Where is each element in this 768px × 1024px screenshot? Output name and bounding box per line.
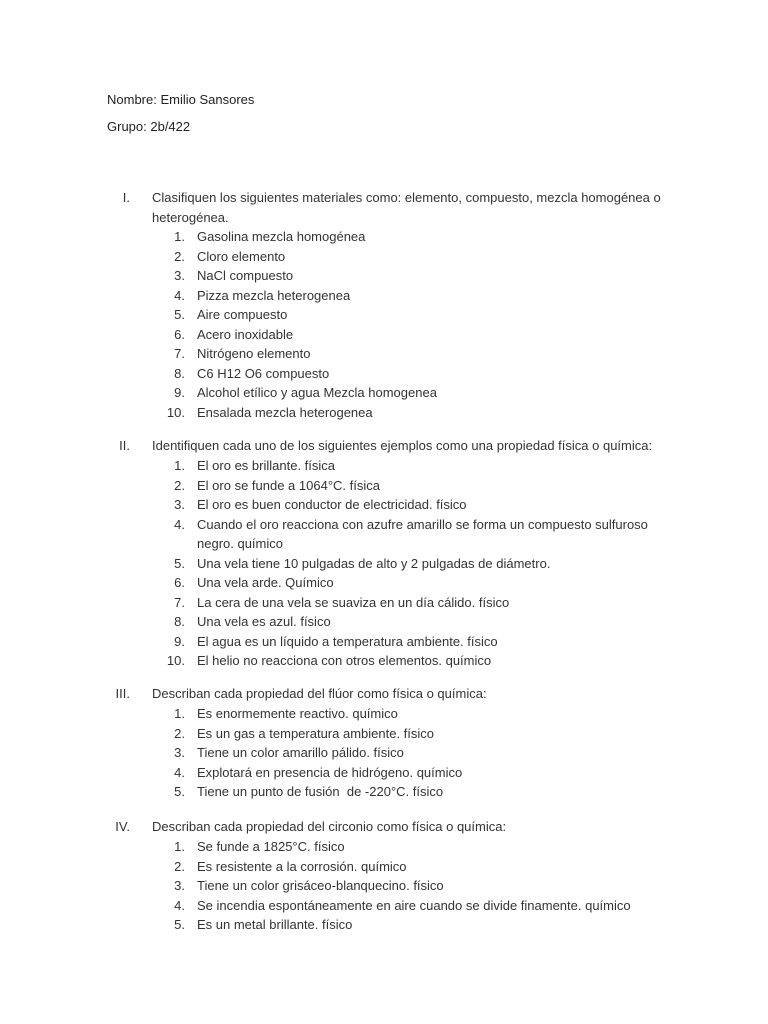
list-item: 1. Es enormemente reactivo. químico (174, 706, 398, 721)
list-item: 3. Tiene un color grisáceo-blanquecino. físico (174, 878, 444, 893)
list-item: 4. Pizza mezcla heterogenea (174, 287, 351, 303)
list-item: 5. Tiene un punto de fusión de -220°C. físico (174, 784, 444, 799)
list-item: 5. Una vela tiene 10 pulgadas de alto y 2 pulgadas de diámetro. (174, 555, 551, 571)
list-item: 1. El oro es brillante. física (174, 458, 336, 473)
list-item: 5. Aire compuesto (174, 307, 288, 322)
section-3-list (0, 704, 768, 802)
list-item: 2. Es resistente a la corrosión. químico (174, 858, 407, 874)
list-item: 7. Nitrógeno elemento (174, 346, 311, 361)
list-item: 1. Se funde a 1825°C. físico (174, 839, 345, 854)
section-3-numeral: III. (115, 686, 130, 701)
list-item: 10. El helio no reacciona con otros elementos. químico (166, 653, 492, 668)
list-item: 3. El oro es buen conductor de electricidad. físico (174, 497, 467, 512)
list-item: 2. Cloro elemento (174, 248, 286, 264)
list-item: 4. Se incendia espontáneamente en aire cuando se divide finamente. químico (174, 897, 631, 913)
list-item: 4. Explotará en presencia de hidrógeno. químico (174, 764, 463, 780)
section-3-prompt: Describan cada propiedad del flúor como física o química: (152, 686, 487, 701)
list-item: 8. Una vela es azul. físico (174, 614, 331, 629)
student-group: Grupo: 2b/422 (107, 119, 191, 134)
section-4-list (0, 837, 768, 935)
section-1-prompt: Clasifiquen los siguientes materiales como: elemento, compuesto, mezcla homogénea o heterogénea. (152, 190, 661, 225)
list-item: 5. Es un metal brillante. físico (174, 917, 353, 932)
section-4-numeral: IV. (115, 819, 130, 834)
list-item: 9. El agua es un líquido a temperatura ambiente. físico (174, 633, 498, 649)
list-item: 2. Es un gas a temperatura ambiente. físico (174, 725, 435, 741)
section-2-list (0, 456, 768, 671)
section-1-list (0, 227, 768, 422)
list-item: 4. Cuando el oro reacciona con azufre amarillo se forma un compuesto sulfuroso negro. químico (174, 516, 648, 551)
section-4-prompt: Describan cada propiedad del circonio como física o química: (152, 819, 507, 834)
list-item: 6. Acero inoxidable (174, 326, 294, 342)
section-2-prompt: Identifiquen cada uno de los siguientes ejemplos como una propiedad física o química: (152, 438, 653, 453)
list-item: 3. NaCl compuesto (174, 268, 294, 283)
list-item: 7. La cera de una vela se suaviza en un día cálido. físico (174, 594, 510, 610)
student-name: Nombre: Emilio Sansores (107, 92, 255, 107)
list-item: 3. Tiene un color amarillo pálido. físico (174, 745, 404, 760)
list-item: 10. Ensalada mezcla heterogenea (166, 404, 373, 420)
list-item: 9. Alcohol etílico y agua Mezcla homogenea (174, 385, 437, 400)
list-item: 8. C6 H12 O6 compuesto (174, 365, 330, 381)
list-item: 6. Una vela arde. Químico (174, 575, 334, 590)
list-item: 1. Gasolina mezcla homogénea (174, 229, 366, 244)
list-item: 2. El oro se funde a 1064°C. física (174, 477, 380, 493)
section-2-numeral: II. (119, 438, 130, 453)
section-1-numeral: I. (122, 190, 130, 205)
